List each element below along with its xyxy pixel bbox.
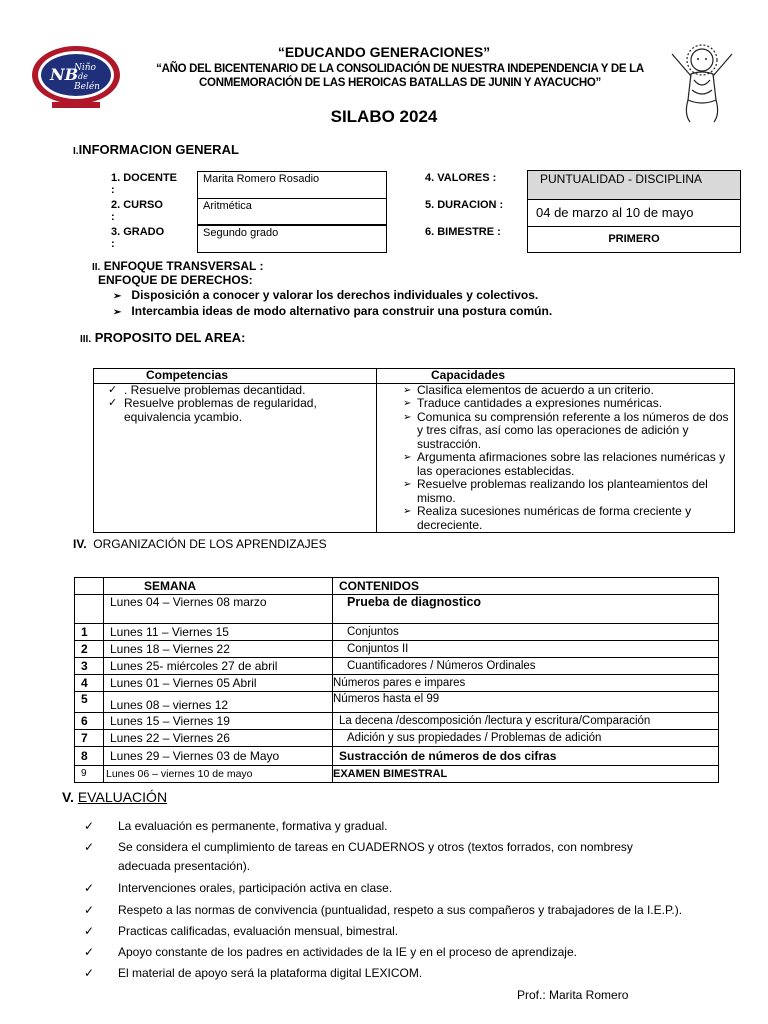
- row-semana: Lunes 25- miércoles 27 de abril: [104, 658, 333, 675]
- arrow-icon: ➢: [113, 291, 122, 302]
- table-row: [75, 747, 719, 766]
- list-item: [395, 411, 732, 452]
- docente-value: Marita Romero Rosadio: [197, 171, 387, 199]
- check-icon: ✓: [84, 840, 95, 854]
- arrow-icon: ➢: [403, 479, 412, 490]
- list-item-text: Apoyo constante de los padres en actividades de la IE y en el proceso de aprendizaje.: [118, 945, 577, 959]
- list-item: [395, 397, 732, 411]
- list-item-text: Argumenta afirmaciones sobre las relaciones numéricas y las operaciones establecidas.: [417, 450, 726, 478]
- list-item-text: Intercambia ideas de modo alternativo para construir una postura común.: [131, 304, 553, 318]
- list-item-text: El material de apoyo será la plataforma digital LEXICOM.: [118, 966, 423, 980]
- year-name-line1: “AÑO DEL BICENTENARIO DE LA CONSOLIDACIÓN DE NUESTRA INDEPENDENCIA Y DE LA: [156, 63, 644, 75]
- list-item-text: Respeto a las normas de convivencia (puntualidad, respeto a sus compañeros y trabajadores de la I.E.P.).: [118, 903, 683, 917]
- section-number: IV.: [73, 537, 87, 551]
- list-item-text: Traduce cantidades a expresiones numéricas.: [417, 396, 663, 410]
- list-item-text: Realiza sucesiones numéricas de forma creciente y decreciente.: [417, 504, 692, 532]
- grado-label: [111, 226, 164, 250]
- check-icon: ✓: [84, 924, 95, 938]
- check-icon: ✓: [108, 383, 118, 396]
- row-semana: Lunes 04 – Viernes 08 marzo: [104, 595, 333, 624]
- arrow-icon: ➢: [403, 452, 412, 463]
- competencias-cell: [94, 383, 377, 533]
- check-icon: ✓: [108, 397, 118, 409]
- docente-label: [111, 172, 177, 196]
- section-proposito-heading: [80, 330, 245, 345]
- enfoque-list: [113, 288, 552, 320]
- svg-text:de: de: [78, 72, 88, 81]
- enfoque-subtitle: ENFOQUE DE DERECHOS:: [98, 273, 253, 287]
- arrow-icon: ➢: [403, 398, 412, 409]
- list-item-text: Se considera el cumplimiento de tareas en CUADERNOS y otros (textos forrados, con nombresy adecuada presentación).: [118, 840, 633, 873]
- check-icon: ✓: [84, 881, 95, 895]
- valores-label: 4. VALORES :: [425, 172, 497, 184]
- row-semana: Lunes 15 – Viernes 19: [104, 713, 333, 730]
- section-info-heading: [73, 142, 239, 157]
- list-item-text: Clasifica elementos de acuerdo a un criterio.: [417, 382, 654, 397]
- table-row: [75, 766, 719, 783]
- arrow-icon: ➢: [403, 506, 412, 517]
- colon: :: [111, 184, 115, 196]
- organizacion-table: [74, 577, 719, 783]
- section-number: II.: [92, 262, 101, 273]
- check-icon: ✓: [84, 903, 95, 917]
- row-contenido: EXAMEN BIMESTRAL: [333, 766, 719, 783]
- section-organizacion-heading: [73, 537, 327, 551]
- section-number: V.: [62, 789, 74, 805]
- check-icon: ✓: [84, 966, 95, 980]
- row-contenido: Sustracción de números de dos cifras: [333, 747, 719, 766]
- row-num: 1: [75, 624, 104, 641]
- row-contenido: Números hasta el 99: [333, 692, 719, 713]
- bimestre-label: 6. BIMESTRE :: [425, 226, 501, 238]
- list-item: [102, 397, 368, 424]
- section-title: PROPOSITO DEL AREA:: [94, 330, 246, 345]
- colon: :: [111, 238, 115, 250]
- row-num: 9: [75, 766, 104, 783]
- year-name: [120, 62, 680, 90]
- arrow-icon: ➢: [403, 411, 412, 423]
- arrow-icon: ➢: [403, 384, 412, 396]
- contenidos-header-text: CONTENIDOS: [339, 579, 420, 593]
- row-num: 8: [75, 747, 104, 766]
- row-contenido: Conjuntos II: [333, 641, 719, 658]
- capacidades-cell: [377, 383, 735, 533]
- list-item: [395, 384, 732, 398]
- row-contenido: Adición y sus propiedades / Problemas de adición: [333, 730, 719, 747]
- semana-header: [104, 578, 333, 595]
- contenidos-header: [333, 578, 719, 595]
- list-item-text: Resuelve problemas realizando los planteamientos del mismo.: [417, 477, 708, 505]
- row-num: 3: [75, 658, 104, 675]
- list-item-text: Disposición a conocer y valorar los derechos individuales y colectivos.: [131, 288, 539, 302]
- list-item: [113, 304, 552, 320]
- table-row: [75, 595, 719, 624]
- row-contenido: Números pares e impares: [333, 675, 719, 692]
- list-item: [395, 505, 732, 532]
- section-number: I.: [73, 146, 79, 157]
- semana-header-text: SEMANA: [144, 579, 197, 593]
- header-num-cell: [75, 578, 104, 595]
- row-contenido: Prueba de diagnostico: [333, 595, 719, 624]
- curso-value: Aritmética: [197, 198, 387, 225]
- row-num: [75, 595, 104, 624]
- row-contenido: Cuantificadores / Números Ordinales: [333, 658, 719, 675]
- table-row: [75, 692, 719, 713]
- grado-value: Segundo grado: [197, 225, 387, 253]
- row-semana: Lunes 29 – Viernes 03 de Mayo: [104, 747, 333, 766]
- valores-value: PUNTUALIDAD - DISCIPLINA: [527, 170, 741, 200]
- section-title: INFORMACION GENERAL: [78, 142, 239, 157]
- row-contenido: Conjuntos: [333, 624, 719, 641]
- page-title: SILABO 2024: [330, 107, 438, 126]
- section-title: ENFOQUE TRANSVERSAL :: [103, 259, 264, 273]
- list-item: [395, 478, 732, 505]
- list-item: [102, 384, 368, 398]
- arrow-icon: ➢: [113, 307, 122, 318]
- list-item: [395, 451, 732, 478]
- row-semana: Lunes 01 – Viernes 05 Abril: [104, 675, 333, 692]
- list-item-text: La evaluación es permanente, formativa y gradual.: [118, 819, 388, 833]
- duracion-label: 5. DURACION :: [425, 199, 504, 211]
- row-num: 6: [75, 713, 104, 730]
- table-row: [75, 624, 719, 641]
- colon: :: [111, 211, 115, 223]
- year-name-line2: CONMEMORACIÓN DE LAS HEROICAS BATALLAS DE JUNIN Y AYACUCHO”: [199, 77, 601, 89]
- svg-text:Niño: Niño: [74, 63, 96, 73]
- row-contenido: La decena /descomposición /lectura y escritura/Comparación: [333, 713, 719, 730]
- curso-label: [111, 199, 163, 223]
- competencias-header: Competencias: [94, 369, 377, 384]
- list-item-text: Comunica su comprensión referente a los números de dos y tres cifras, así como las operaciones de adición y sustracción.: [417, 409, 729, 451]
- list-item-text: . Resuelve problemas decantidad.: [124, 382, 306, 397]
- row-semana: Lunes 22 – Viernes 26: [104, 730, 333, 747]
- row-semana: Lunes 08 – viernes 12: [104, 692, 333, 713]
- row-semana: Lunes 11 – Viernes 15: [104, 624, 333, 641]
- row-num: 7: [75, 730, 104, 747]
- svg-text:NB: NB: [50, 65, 79, 84]
- row-num: 4: [75, 675, 104, 692]
- curso-label-text: 2. CURSO: [111, 199, 163, 211]
- table-row: [75, 730, 719, 747]
- check-icon: ✓: [84, 945, 95, 959]
- svg-text:Belén: Belén: [74, 82, 100, 92]
- docente-label-text: 1. DOCENTE: [111, 172, 178, 184]
- row-semana: Lunes 06 – viernes 10 de mayo: [104, 766, 333, 783]
- section-number: III.: [80, 334, 92, 345]
- row-semana: Lunes 18 – Viernes 22: [104, 641, 333, 658]
- list-item-text: Intervenciones orales, participación activa en clase.: [118, 881, 393, 895]
- list-item-text: Practicas calificadas, evaluación mensual, bimestral.: [118, 924, 399, 938]
- proposito-table: [93, 368, 735, 533]
- bimestre-value: PRIMERO: [527, 226, 741, 253]
- row-num: 5: [75, 692, 104, 713]
- section-enfoque-heading: [92, 259, 263, 273]
- row-num: 2: [75, 641, 104, 658]
- motto: “EDUCANDO GENERACIONES”: [277, 44, 491, 60]
- table-row: [75, 641, 719, 658]
- list-item-text: Resuelve problemas de regularidad, equivalencia ycambio.: [124, 396, 317, 424]
- list-item: [113, 288, 552, 304]
- capacidades-header: Capacidades: [377, 369, 735, 384]
- duracion-value: 04 de marzo al 10 de mayo: [527, 199, 741, 227]
- signature: Prof.: Marita Romero: [517, 988, 629, 1002]
- section-evaluacion-heading: [62, 789, 167, 805]
- section-title: ORGANIZACIÓN DE LOS APRENDIZAJES: [93, 537, 327, 551]
- grado-label-text: 3. GRADO: [111, 226, 165, 238]
- check-icon: ✓: [84, 819, 95, 833]
- table-row: [75, 675, 719, 692]
- table-row: [75, 658, 719, 675]
- section-title: EVALUACIÓN: [77, 789, 168, 805]
- table-row: [75, 713, 719, 730]
